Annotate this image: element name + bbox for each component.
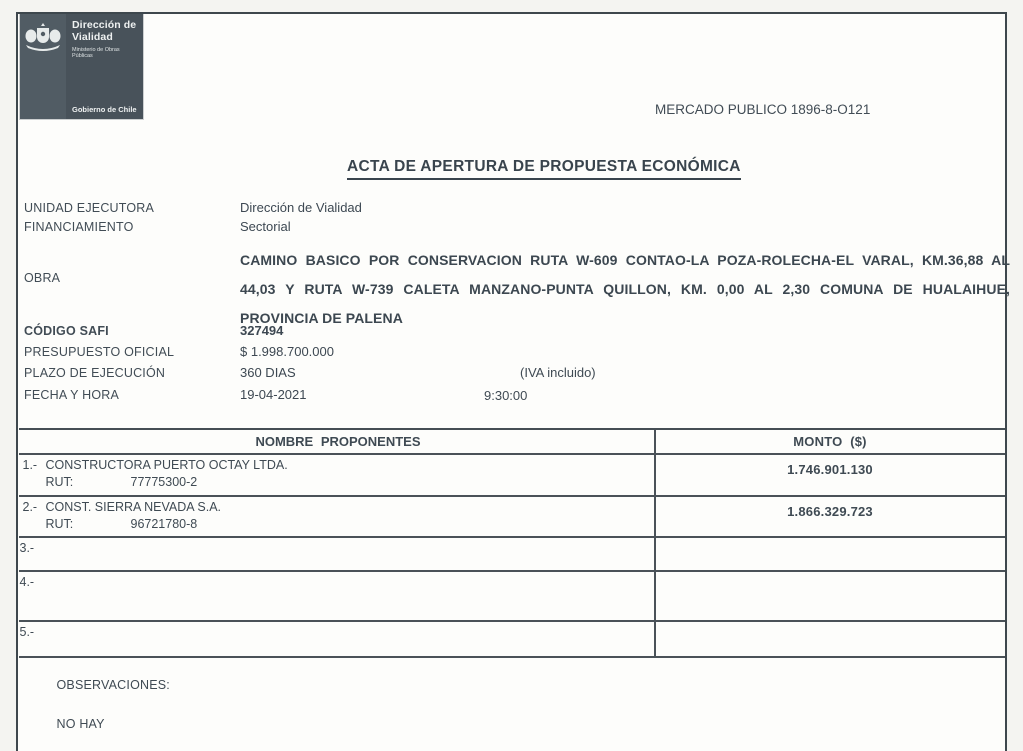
field-value-plazo-ejecucion: 360 DIAS <box>240 365 296 380</box>
field-value-codigo-safi: 327494 <box>240 323 284 338</box>
obra-line-2: 44,03 Y RUTA W-739 CALETA MANZANO-PUNTA QUILLON, KM. 0,00 AL 2,30 COMUNA DE HUALAIHUE, <box>240 281 1010 297</box>
obra-line-3: PROVINCIA DE PALENA <box>240 310 403 326</box>
amount-cell <box>656 622 1005 656</box>
page-title: ACTA DE APERTURA DE PROPUESTA ECONÓMICA <box>347 158 741 180</box>
field-label-codigo-safi: CÓDIGO SAFI <box>24 324 109 338</box>
row-number: 4.- <box>19 575 35 589</box>
amount-cell: 1.746.901.130 <box>787 462 873 477</box>
field-label-plazo-ejecucion: PLAZO DE EJECUCIÓN <box>24 366 166 380</box>
vialidad-logo <box>20 14 143 119</box>
logo-ministry-name <box>72 47 141 61</box>
logo-agency-line1: Dirección de <box>72 19 137 31</box>
table-row <box>19 538 1005 572</box>
proponent-cell <box>19 572 656 620</box>
field-value-obra <box>240 246 1010 333</box>
field-value-unidad-ejecutora: Dirección de Vialidad <box>240 200 362 215</box>
row-number: 2.- <box>22 500 38 514</box>
table-row <box>19 622 1005 658</box>
proponent-cell <box>19 455 656 495</box>
field-value-hora: 9:30:00 <box>484 388 528 403</box>
field-value-fecha: 19-04-2021 <box>240 387 307 402</box>
iva-note: (IVA incluido) <box>520 365 596 380</box>
logo-ministry-line1: Ministerio de Obras <box>72 46 120 53</box>
proponent-name-line <box>23 500 654 514</box>
amount-cell <box>656 572 1005 620</box>
table-row <box>19 455 1005 497</box>
amount-cell <box>656 538 1005 570</box>
observations-value: NO HAY <box>56 717 105 731</box>
proponent-name: CONSTRUCTORA PUERTO OCTAY LTDA. <box>45 458 288 472</box>
field-label-presupuesto-oficial: PRESUPUESTO OFICIAL <box>24 345 175 359</box>
rut-label: RUT: <box>45 475 74 489</box>
field-label-unidad-ejecutora: UNIDAD EJECUTORA <box>24 201 155 215</box>
mercado-publico-reference: MERCADO PUBLICO 1896-8-O121 <box>655 102 871 117</box>
obra-line-1: CAMINO BASICO POR CONSERVACION RUTA W-609 CONTAO-LA POZA-ROLECHA-EL VARAL, KM.36,88 AL <box>240 252 1010 268</box>
proponent-name-line <box>19 541 654 555</box>
logo-agency-line2: Vialidad <box>72 30 113 43</box>
header-monto: MONTO ($) <box>793 434 867 449</box>
logo-emblem-panel <box>20 14 66 119</box>
proponent-cell <box>19 622 656 656</box>
rut-value: 96721780-8 <box>130 517 198 531</box>
table-row <box>19 572 1005 622</box>
proponent-cell <box>19 538 656 570</box>
row-number: 3.- <box>19 541 35 555</box>
observations-label: OBSERVACIONES: <box>56 678 170 692</box>
proponent-rut-line <box>46 517 654 531</box>
observations-section <box>19 658 1005 751</box>
proponent-name-line <box>19 575 654 589</box>
proponent-cell <box>19 497 656 536</box>
logo-government-label: Gobierno de Chile <box>72 105 137 114</box>
table-row <box>19 497 1005 538</box>
row-number: 1.- <box>22 458 38 472</box>
amount-cell: 1.866.329.723 <box>787 504 873 519</box>
header-nombre-proponentes: NOMBRE PROPONENTES <box>19 430 656 453</box>
field-value-presupuesto-oficial: $ 1.998.700.000 <box>240 344 334 359</box>
table-header-row <box>19 430 1005 455</box>
proponent-name-line <box>19 625 654 639</box>
proponent-rut-line <box>46 475 654 489</box>
field-value-financiamiento: Sectorial <box>240 219 291 234</box>
proponent-name-line <box>23 458 654 472</box>
row-number: 5.- <box>19 625 35 639</box>
logo-ministry-line2: Públicas <box>72 53 93 60</box>
proponent-name: CONST. SIERRA NEVADA S.A. <box>45 500 222 514</box>
proponents-table <box>19 428 1005 751</box>
field-label-fecha-hora: FECHA Y HORA <box>24 388 120 402</box>
logo-agency-name <box>72 20 141 44</box>
rut-value: 77775300-2 <box>130 475 198 489</box>
rut-label: RUT: <box>45 517 74 531</box>
chile-coat-of-arms-icon <box>24 23 62 119</box>
field-label-obra: OBRA <box>24 271 61 285</box>
field-label-financiamiento: FINANCIAMIENTO <box>24 220 134 234</box>
logo-text-panel <box>66 14 143 119</box>
